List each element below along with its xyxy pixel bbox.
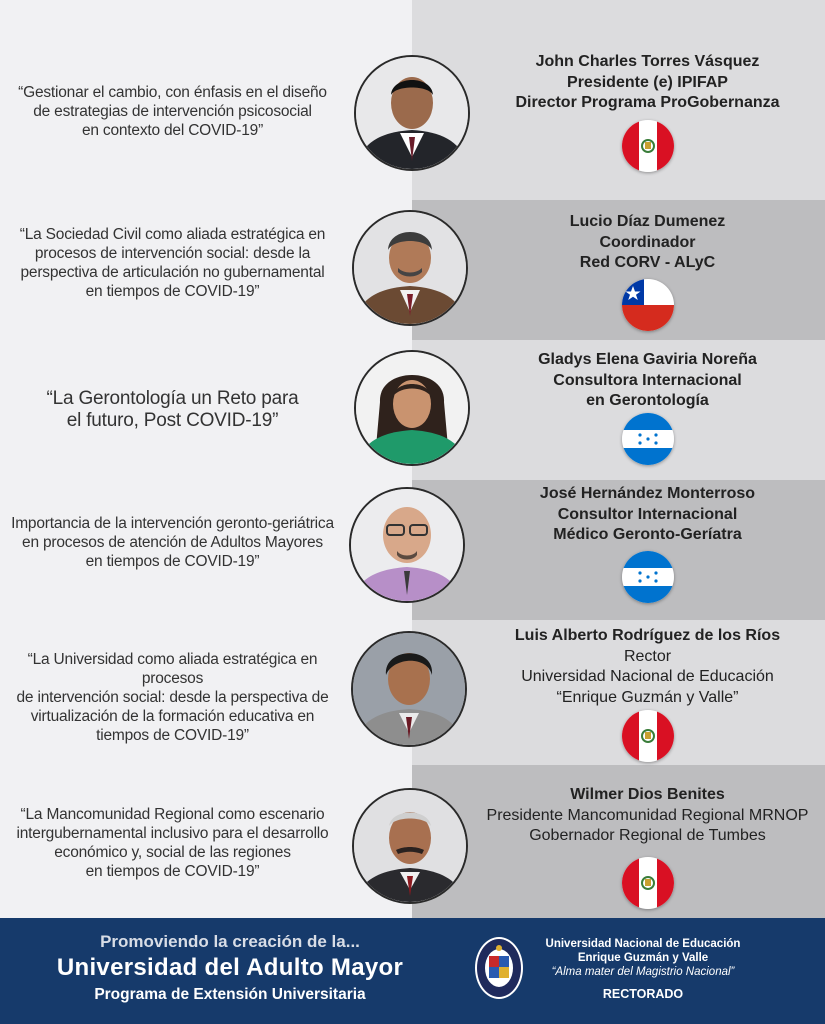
speaker-name: Wilmer Dios Benites: [570, 786, 725, 803]
speaker-info: [470, 350, 825, 412]
chile-flag-icon: [622, 279, 674, 331]
speaker-name: José Hernández Monterroso: [539, 485, 756, 502]
talk-topic: Importancia de la intervención geronto-geriátrica en procesos de atención de Adultos Mayores en tiempos de COVID-19”: [11, 515, 334, 570]
university-subname: Enrique Guzmán y Valle: [577, 952, 709, 964]
speaker-role: en Gerontología: [586, 392, 709, 409]
footer-banner: [0, 918, 825, 1024]
person-avatar-icon: [354, 212, 466, 324]
university-seal-icon: [474, 936, 524, 1000]
speaker-info: [470, 785, 825, 847]
speaker-photo: [349, 487, 465, 603]
speaker-role: “Enrique Guzmán y Valle”: [556, 688, 739, 706]
speaker-role: Médico Geronto-Geríatra: [553, 526, 742, 543]
speaker-role: Universidad Nacional de Educación: [521, 668, 774, 685]
speaker-name: Gladys Elena Gaviria Noreña: [538, 351, 757, 368]
speaker-photo: [352, 210, 468, 326]
speaker-role: Presidente (e) IPIFAP: [567, 73, 728, 91]
speaker-photo: [352, 788, 468, 904]
footer-tagline: Promoviendo la creación de la...: [100, 932, 360, 951]
peru-flag-icon: [622, 857, 674, 909]
person-avatar-icon: [354, 790, 466, 902]
speaker-role: Rector: [623, 647, 672, 665]
person-avatar-icon: [356, 352, 468, 464]
talk-topic: “La Mancomunidad Regional como escenario intergubernamental inclusivo para el desarrollo económico y, social de las regiones en tiempos de COVID-19”: [16, 806, 329, 880]
speaker-role: Consultor Internacional: [557, 505, 738, 523]
speaker-name: Luis Alberto Rodríguez de los Ríos: [514, 627, 781, 644]
speaker-photo: [351, 631, 467, 747]
speaker-role: Director Programa ProGobernanza: [515, 94, 780, 111]
speaker-info: [470, 484, 825, 546]
university-name: Universidad Nacional de Educación: [545, 938, 741, 950]
person-avatar-icon: [356, 57, 468, 169]
person-avatar-icon: [353, 633, 465, 745]
talk-topic: “La Gerontología un Reto para el futuro, Post COVID-19”: [46, 388, 299, 431]
talk-topic: “La Universidad como aliada estratégica en procesos de intervención social: desde la perspectiva de virtualización de la formación educativa en tiempos de COVID-19”: [16, 651, 329, 744]
office-label: RECTORADO: [602, 987, 684, 1001]
speaker-role: Red CORV - ALyC: [579, 254, 716, 271]
speaker-name: John Charles Torres Vásquez: [535, 53, 760, 70]
honduras-flag-icon: [622, 413, 674, 465]
speaker-info: [470, 52, 825, 114]
speaker-role: Coordinador: [599, 233, 696, 251]
speaker-name: Lucio Díaz Dumenez: [569, 213, 726, 230]
speaker-photo: [354, 350, 470, 466]
talk-topic: “Gestionar el cambio, con énfasis en el diseño de estrategias de intervención psicosocial en contexto del COVID-19”: [18, 84, 327, 139]
university-motto: “Alma mater del Magistrio Nacional”: [551, 966, 735, 978]
speaker-info: [470, 212, 825, 274]
speaker-info: [470, 626, 825, 708]
speaker-role: Presidente Mancomunidad Regional MRNOP: [486, 806, 809, 824]
footer-title: Universidad del Adulto Mayor: [56, 954, 404, 981]
person-avatar-icon: [351, 489, 463, 601]
peru-flag-icon: [622, 710, 674, 762]
honduras-flag-icon: [622, 551, 674, 603]
speaker-photo: [354, 55, 470, 171]
speaker-role: Consultora Internacional: [553, 371, 742, 389]
footer-subtitle: Programa de Extensión Universitaria: [94, 986, 366, 1003]
peru-flag-icon: [622, 120, 674, 172]
speaker-role: Gobernador Regional de Tumbes: [529, 827, 766, 844]
right-panel: [412, 0, 825, 918]
talk-topic: “La Sociedad Civil como aliada estratégica en procesos de intervención social: desde la perspectiva de articulación no gubernamental en tiempos de COVID-19”: [19, 226, 326, 300]
